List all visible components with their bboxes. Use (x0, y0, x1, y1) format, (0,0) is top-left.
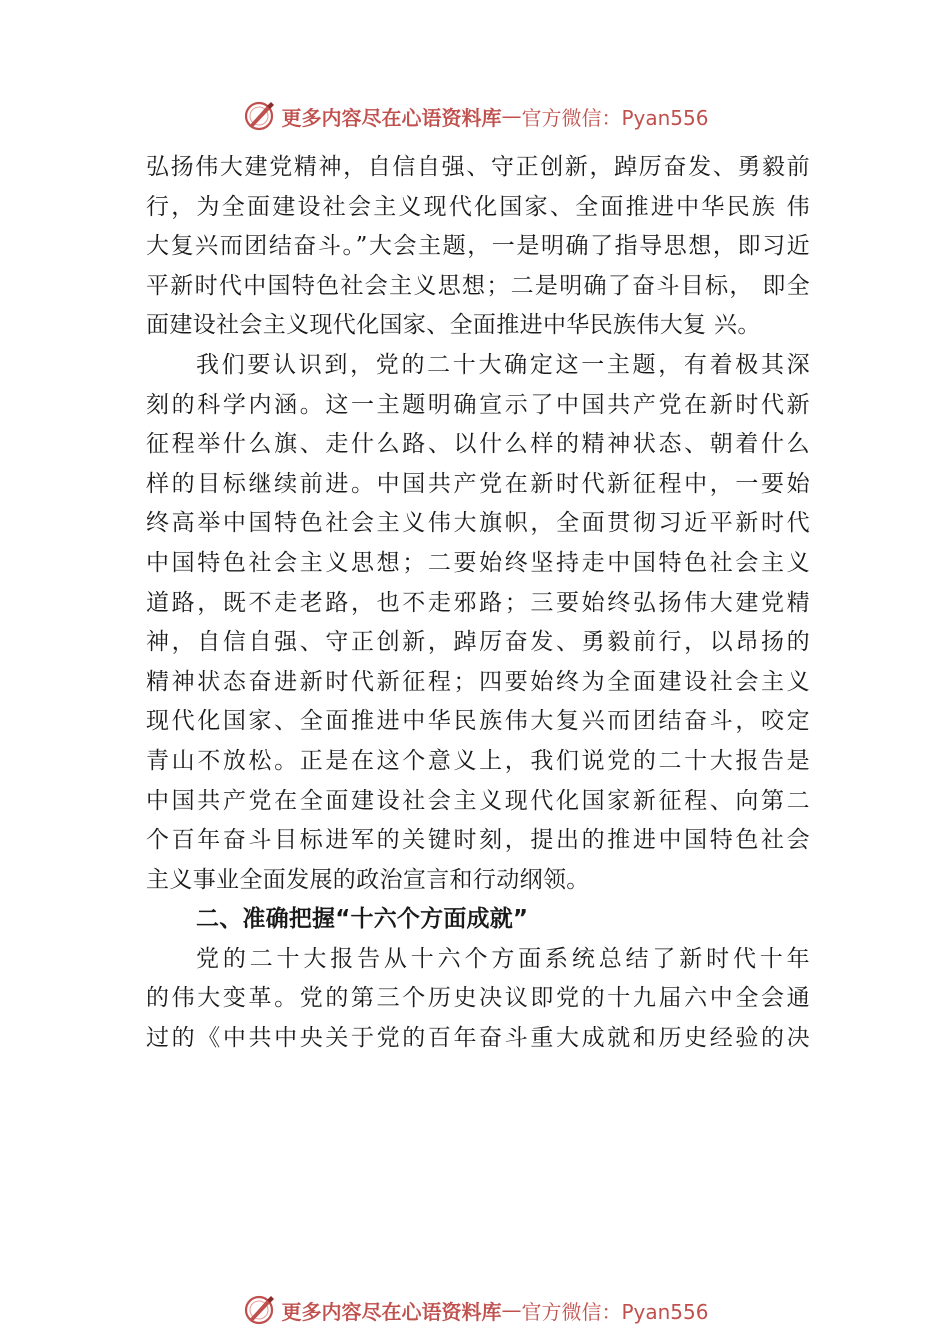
text-line: 党的二十大报告从十六个方面系统总结了新时代十年 (196, 945, 810, 972)
text-line: 主义事业全面发展的政治宣言和行动纲领。 (146, 866, 590, 893)
pen-logo-icon (241, 98, 277, 134)
watermark-wechat: 官方微信：Pyan556 (521, 105, 709, 130)
text-line: 大复兴而团结奋斗。”大会主题，一是明确了指导思想，即习近 (146, 233, 810, 260)
pen-logo-icon (241, 1292, 277, 1328)
section-heading: 二、准确把握“十六个方面成就” (196, 906, 529, 933)
text-line: 道路，既不走老路，也不走邪路；三要始终弘扬伟大建党精 (146, 589, 810, 616)
watermark-text: 更多内容尽在心语资料库 (281, 105, 502, 130)
text-line: 精神状态奋进新时代新征程；四要始终为全面建设社会主义 (146, 668, 810, 695)
text-line: 中国特色社会主义思想；二要始终坚持走中国特色社会主义 (146, 549, 810, 576)
text-line: 的伟大变革。党的第三个历史决议即党的十九届六中全会通 (146, 985, 810, 1012)
watermark-separator: — (501, 104, 522, 128)
text-line: 刻的科学内涵。这一主题明确宣示了中国共产党在新时代新 (146, 391, 810, 418)
text-line: 神，自信自强、守正创新，踔厉奋发、勇毅前行，以昂扬的 (146, 629, 810, 656)
watermark-text: 更多内容尽在心语资料库 (281, 1299, 502, 1324)
text-line: 我们要认识到，党的二十大确定这一主题，有着极其深 (196, 351, 810, 378)
text-line: 行，为全面建设社会主义现代化国家、全面推进中华民族 伟 (146, 193, 810, 220)
watermark-wechat: 官方微信：Pyan556 (521, 1299, 709, 1324)
document-body (146, 148, 810, 1059)
header-watermark (0, 96, 950, 136)
text-line: 现代化国家、全面推进中华民族伟大复兴而团结奋斗，咬定 (146, 708, 810, 735)
text-line: 平新时代中国特色社会主义思想；二是明确了奋斗目标， 即全 (146, 272, 810, 299)
text-line: 样的目标继续前进。中国共产党在新时代新征程中，一要始 (146, 470, 810, 497)
text-line: 个百年奋斗目标进军的关键时刻，提出的推进中国特色社会 (146, 827, 810, 854)
text-line: 征程举什么旗、走什么路、以什么样的精神状态、朝着什么 (146, 431, 810, 458)
footer-watermark (0, 1290, 950, 1330)
text-line: 弘扬伟大建党精神，自信自强、守正创新，踔厉奋发、勇毅前 (146, 154, 810, 180)
text-line: 面建设社会主义现代化国家、全面推进中华民族伟大复 兴。 (146, 312, 761, 339)
text-line: 终高举中国特色社会主义伟大旗帜，全面贯彻习近平新时代 (146, 510, 810, 537)
text-line: 过的《中共中央关于党的百年奋斗重大成就和历史经验的决 (146, 1025, 810, 1052)
text-line: 中国共产党在全面建设社会主义现代化国家新征程、向第二 (146, 787, 810, 814)
watermark-separator: — (501, 1298, 522, 1322)
text-line: 青山不放松。正是在这个意义上，我们说党的二十大报告是 (146, 747, 810, 774)
